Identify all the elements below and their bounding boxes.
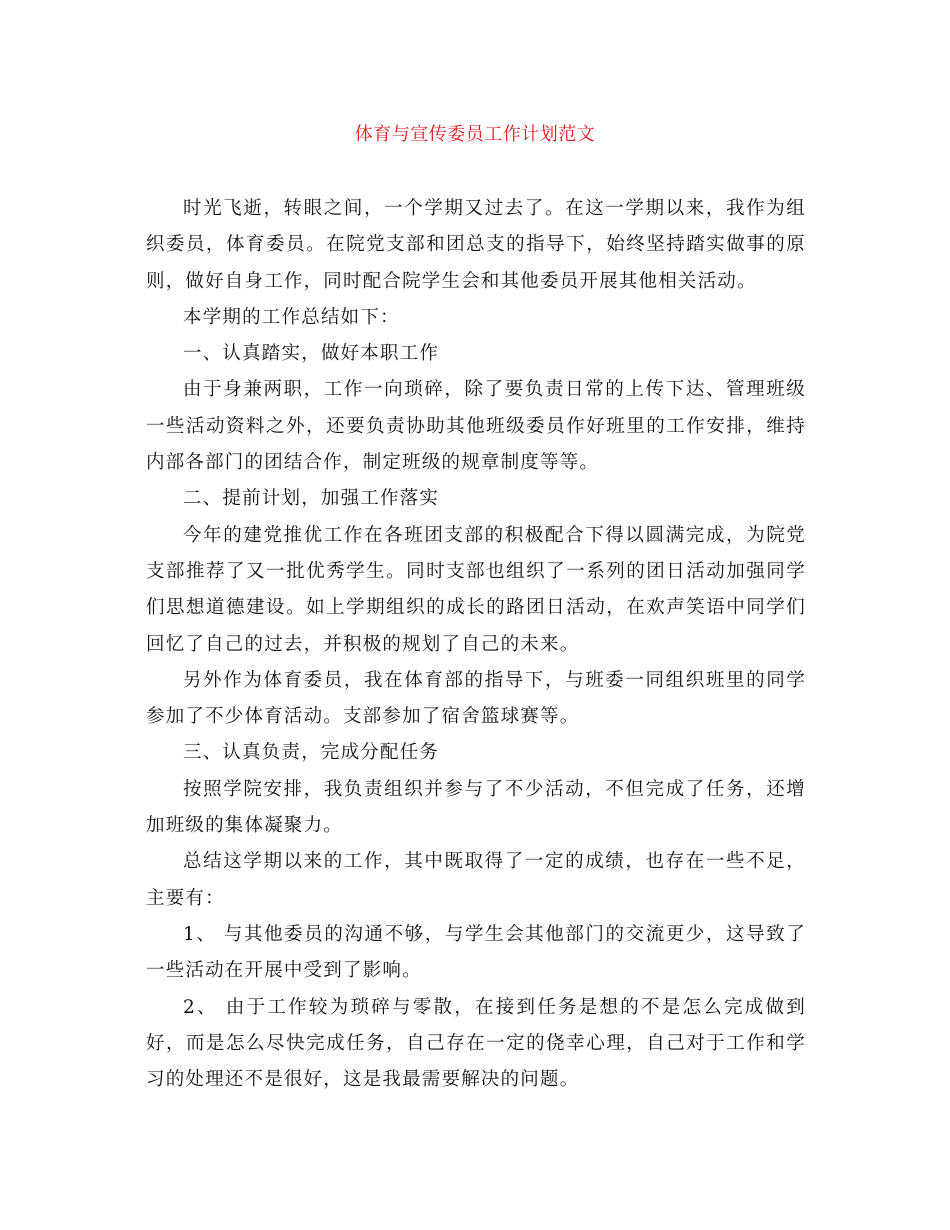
paragraph-sports: 另外作为体育委员，我在体育部的指导下，与班委一同组织班里的同学参加了不少体育活动。支部参加了宿舍篮球赛等。	[146, 669, 806, 728]
paragraph-summary-lead: 本学期的工作总结如下：	[183, 306, 400, 328]
paragraph-shortcoming-1: 1、 与其他委员的沟通不够，与学生会其他部门的交流更少，这导致了一些活动在开展中受到了影响。	[146, 923, 806, 982]
section-heading-3: 三、认真负责，完成分配任务	[183, 742, 440, 764]
section-heading-2: 二、提前计划，加强工作落实	[183, 488, 440, 510]
paragraph-section-2: 今年的建党推优工作在各班团支部的积极配合下得以圆满完成，为院党支部推荐了又一批优秀学生。同时支部也组织了一系列的团日活动加强同学们思想道德建设。如上学期组织的成长的路团日活动，在欢声笑语中同学们回忆了自己的过去，并积极的规划了自己的未来。	[146, 524, 806, 655]
paragraph-intro: 时光飞逝，转眼之间，一个学期又过去了。在这一学期以来，我作为组织委员，体育委员。在院党支部和团总支的指导下，始终坚持踏实做事的原则，做好自身工作，同时配合院学生会和其他委员开展其他相关活动。	[146, 198, 806, 292]
paragraph-section-1: 由于身兼两职，工作一向琐碎，除了要负责日常的上传下达、管理班级一些活动资料之外，还要负责协助其他班级委员作好班里的工作安排，维持内部各部门的团结合作，制定班级的规章制度等等。	[146, 379, 806, 474]
paragraph-shortcoming-2: 2、 由于工作较为琐碎与零散，在接到任务是想的不是怎么完成做到好，而是怎么尽快完成任务，自己存在一定的侥幸心理，自己对于工作和学习的处理还不是很好，这是我最需要解决的问题。	[146, 996, 806, 1091]
document-body	[146, 191, 806, 1098]
paragraph-section-3: 按照学院安排，我负责组织并参与了不少活动，不但完成了任务，还增加班级的集体凝聚力。	[146, 778, 806, 837]
paragraph-shortcomings-lead: 总结这学期以来的工作，其中既取得了一定的成绩，也存在一些不足，主要有：	[146, 851, 806, 909]
document-title: 体育与宣传委员工作计划范文	[354, 124, 596, 145]
section-heading-1: 一、认真踏实，做好本职工作	[183, 343, 440, 365]
